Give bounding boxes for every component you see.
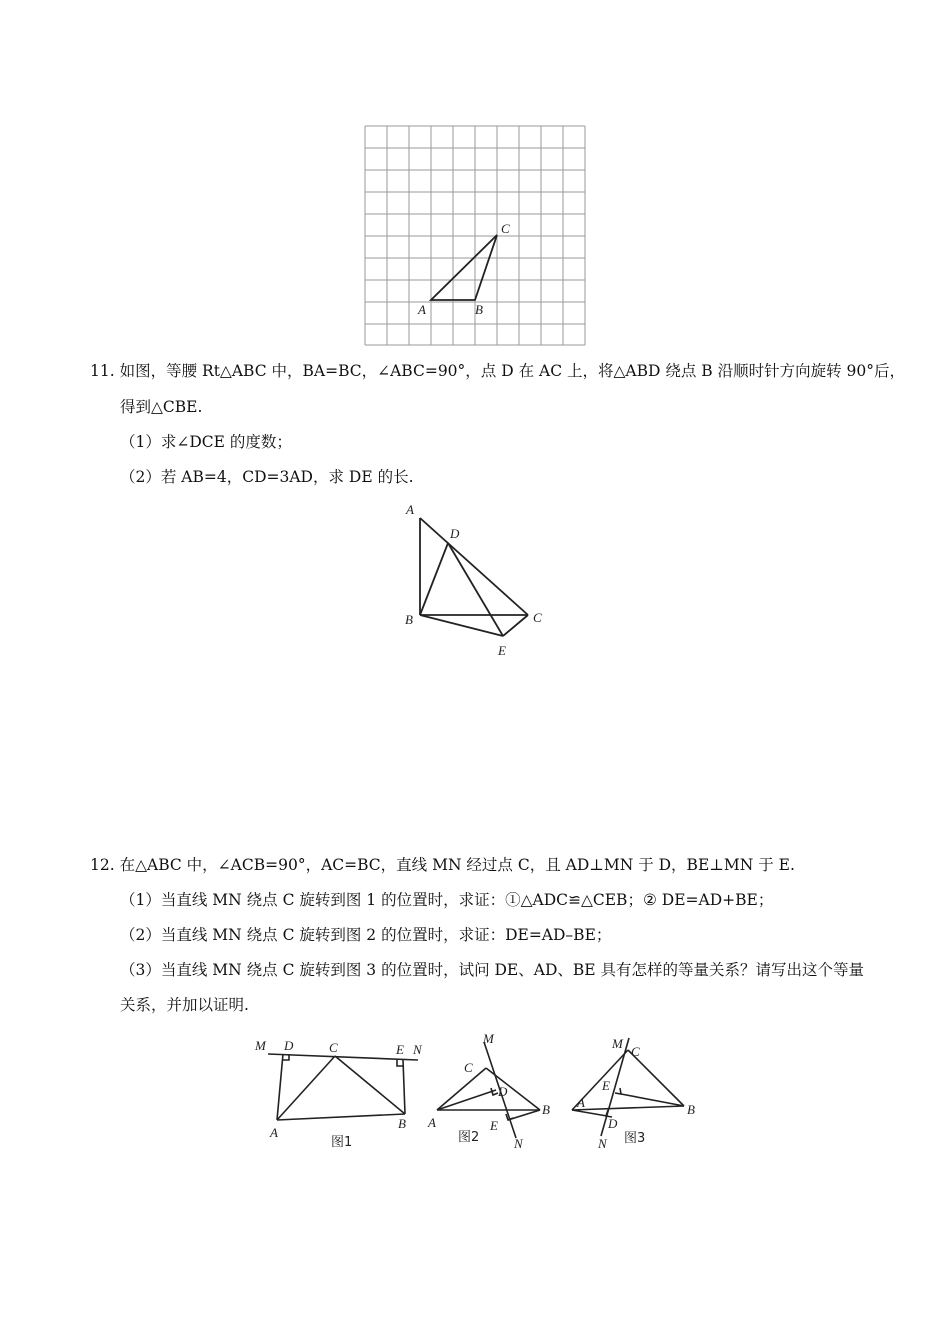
label-e: E [498, 643, 506, 658]
fig3-label-n: N [598, 1136, 607, 1151]
label-a: A [406, 502, 414, 517]
q12-figures [250, 1030, 700, 1155]
fig1-label-d: D [284, 1038, 294, 1053]
label-b: B [405, 612, 413, 627]
q11-sub2: （2）若 AB=4，CD=3AD，求 DE 的长. [120, 468, 414, 486]
fig1-label-b: B [398, 1116, 406, 1131]
q12-sub1: （1）当直线 MN 绕点 C 旋转到图 1 的位置时，求证：①△ADC≌△CEB；② DE=AD+BE； [120, 891, 774, 909]
fig3-label-e: E [602, 1078, 610, 1093]
fig1-label-c: C [329, 1040, 338, 1055]
q12-number: 12. [90, 856, 115, 874]
fig3-label-b: B [687, 1102, 695, 1117]
fig3-label-a: A [577, 1095, 585, 1110]
fig2-label-b: B [542, 1102, 550, 1117]
q11-line2: 得到△CBE. [120, 398, 203, 416]
fig2-label-m: M [483, 1031, 494, 1046]
fig2-label-a: A [428, 1115, 436, 1130]
fig2-label-c: C [464, 1060, 473, 1075]
fig1-caption: 图1 [331, 1135, 353, 1150]
fig2-label-e: E [490, 1118, 498, 1133]
q11-number: 11. [90, 362, 115, 380]
q11-text: 如图，等腰 Rt△ABC 中，BA=BC，∠ABC=90°，点 D 在 AC 上，将△ABD 绕点 B 沿顺时针方向旋转 90°后， [119, 362, 905, 380]
figure-1 [268, 1054, 418, 1120]
fig1-label-m: M [255, 1038, 266, 1053]
fig3-label-m: M [612, 1036, 623, 1051]
q12-sub3-line2: 关系，并加以证明. [120, 996, 249, 1014]
q12-line1 [90, 855, 795, 875]
fig1-label-e: E [396, 1042, 404, 1057]
label-d: D [450, 526, 460, 541]
q11-line1 [90, 361, 905, 381]
figure-2 [437, 1042, 540, 1138]
q11-figure [400, 498, 565, 663]
label-a: A [418, 302, 426, 317]
q12-text: 在△ABC 中，∠ACB=90°，AC=BC，直线 MN 经过点 C，且 AD⊥MN 于 D，BE⊥MN 于 E. [119, 856, 795, 874]
label-c: C [501, 221, 510, 236]
q11-sub1: （1）求∠DCE 的度数； [120, 433, 292, 451]
fig1-label-a: A [270, 1125, 278, 1140]
fig2-label-n: N [514, 1136, 523, 1151]
fig3-label-c: C [631, 1044, 640, 1059]
label-b: B [475, 302, 483, 317]
label-c: C [533, 610, 542, 625]
fig3-caption: 图3 [624, 1131, 646, 1146]
fig3-label-d: D [608, 1116, 618, 1131]
grid-figure [364, 125, 588, 347]
q12-sub2: （2）当直线 MN 绕点 C 旋转到图 2 的位置时，求证：DE=AD–BE； [120, 926, 612, 944]
q12-sub3-line1: （3）当直线 MN 绕点 C 旋转到图 3 的位置时，试问 DE、AD、BE 具有怎样的等量关系？请写出这个等量 [120, 961, 865, 979]
triangle-abc [431, 235, 497, 300]
figure-3 [572, 1038, 684, 1136]
fig2-label-d: D [498, 1084, 508, 1099]
fig2-caption: 图2 [458, 1130, 480, 1145]
fig1-label-n: N [413, 1042, 422, 1057]
